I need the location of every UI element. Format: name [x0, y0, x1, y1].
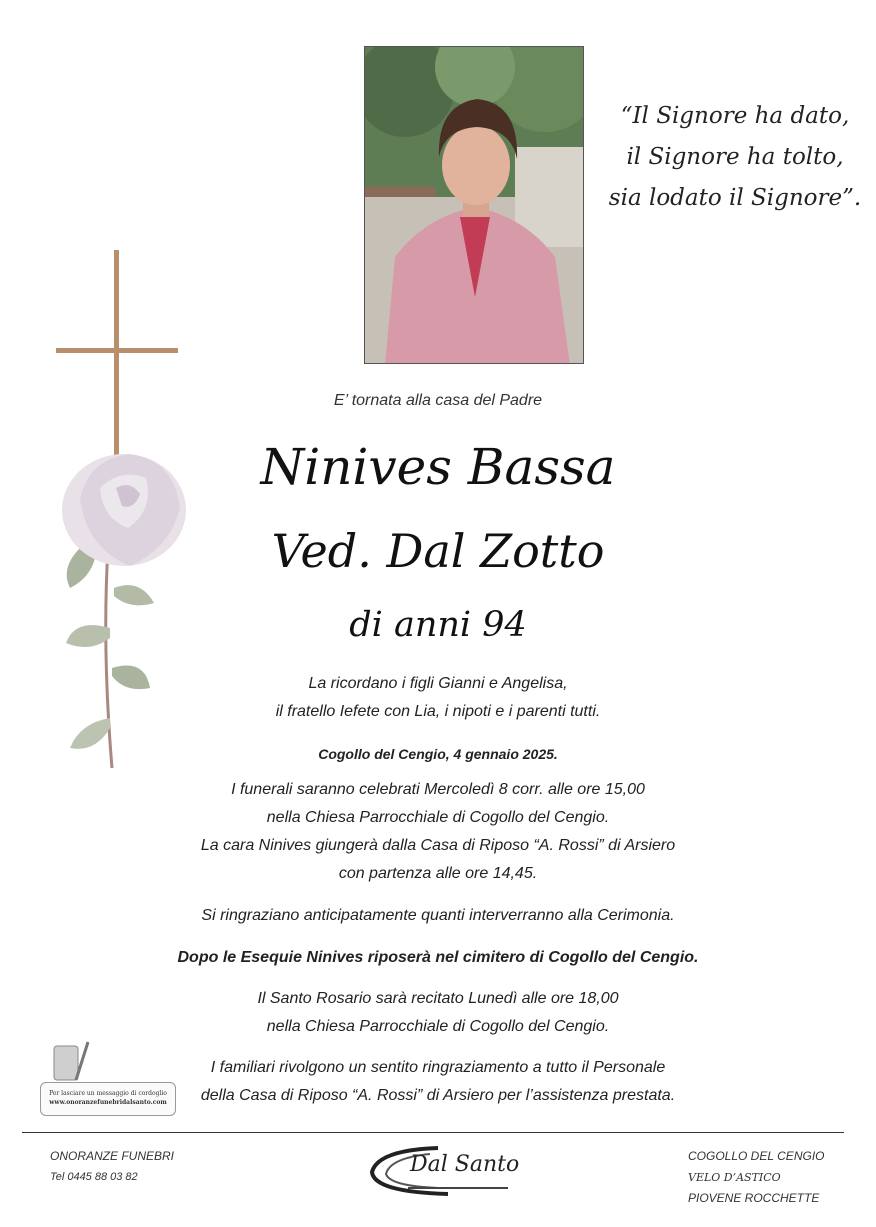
agency-title: ONORANZE FUNEBRI: [50, 1149, 175, 1163]
deceased-name: Ninives Bassa: [260, 438, 616, 496]
location-item: PIOVENE ROCCHETTE: [688, 1191, 820, 1205]
scroll-quill-icon: [50, 1040, 90, 1088]
scripture-quote: [600, 96, 870, 219]
text-line: Il Santo Rosario sarà recitato Lunedì alle ore 18,00: [257, 990, 619, 1007]
footer-divider: [22, 1132, 844, 1133]
burial-line: Dopo le Esequie Ninives riposerà nel cimitero di Cogollo del Cengio.: [177, 949, 699, 966]
text-line: I familiari rivolgono un sentito ringraziamento a tutto il Personale: [210, 1059, 666, 1076]
quote-line: “Il Signore ha dato,: [620, 103, 850, 129]
deceased-age: di anni 94: [349, 605, 527, 645]
deceased-married-name: Ved. Dal Zotto: [271, 524, 605, 578]
logo-text: Dal Santo: [410, 1152, 520, 1177]
cross-icon: [56, 250, 178, 460]
quote-line: il Signore ha tolto,: [626, 144, 844, 170]
place-date: Cogollo del Cengio, 4 gennaio 2025.: [318, 746, 558, 762]
rosary-info: [0, 985, 876, 1041]
remembered-by: [0, 670, 876, 726]
quote-line: sia lodato il Signore”.: [608, 185, 862, 211]
footer-locations: [688, 1146, 824, 1209]
agency-phone: Tel 0445 88 03 82: [50, 1171, 138, 1183]
message-box-label: Per lasciare un messaggio di cordoglio: [49, 1090, 167, 1097]
funeral-info: [0, 776, 876, 888]
text-line: I funerali saranno celebrati Mercoledì 8 corr. alle ore 15,00: [231, 781, 645, 798]
text-line: della Casa di Riposo “A. Rossi” di Arsiero per l’assistenza prestata.: [200, 1087, 676, 1104]
location-item: COGOLLO DEL CENGIO: [688, 1149, 825, 1163]
text-line: La cara Ninives giungerà dalla Casa di Riposo “A. Rossi” di Arsiero: [200, 837, 676, 854]
text-line: La ricordano i figli Gianni e Angelisa,: [308, 675, 568, 692]
footer-agency: [50, 1146, 174, 1188]
message-box-url[interactable]: www.onoranzefunebridalsanto.com: [49, 1099, 167, 1106]
text-line: nella Chiesa Parrocchiale di Cogollo del Cengio.: [266, 809, 610, 826]
portrait-photo: [364, 46, 584, 364]
text-line: il fratello Iefete con Lia, i nipoti e i parenti tutti.: [275, 703, 601, 720]
thanks-line: Si ringraziano anticipatamente quanti interverranno alla Cerimonia.: [201, 907, 675, 924]
location-item: VELO D’ASTICO: [688, 1171, 781, 1184]
text-line: nella Chiesa Parrocchiale di Cogollo del Cengio.: [266, 1018, 610, 1035]
condolence-message-box[interactable]: [40, 1082, 176, 1116]
text-line: con partenza alle ore 14,45.: [338, 865, 538, 882]
intro-line: E’ tornata alla casa del Padre: [333, 392, 543, 409]
